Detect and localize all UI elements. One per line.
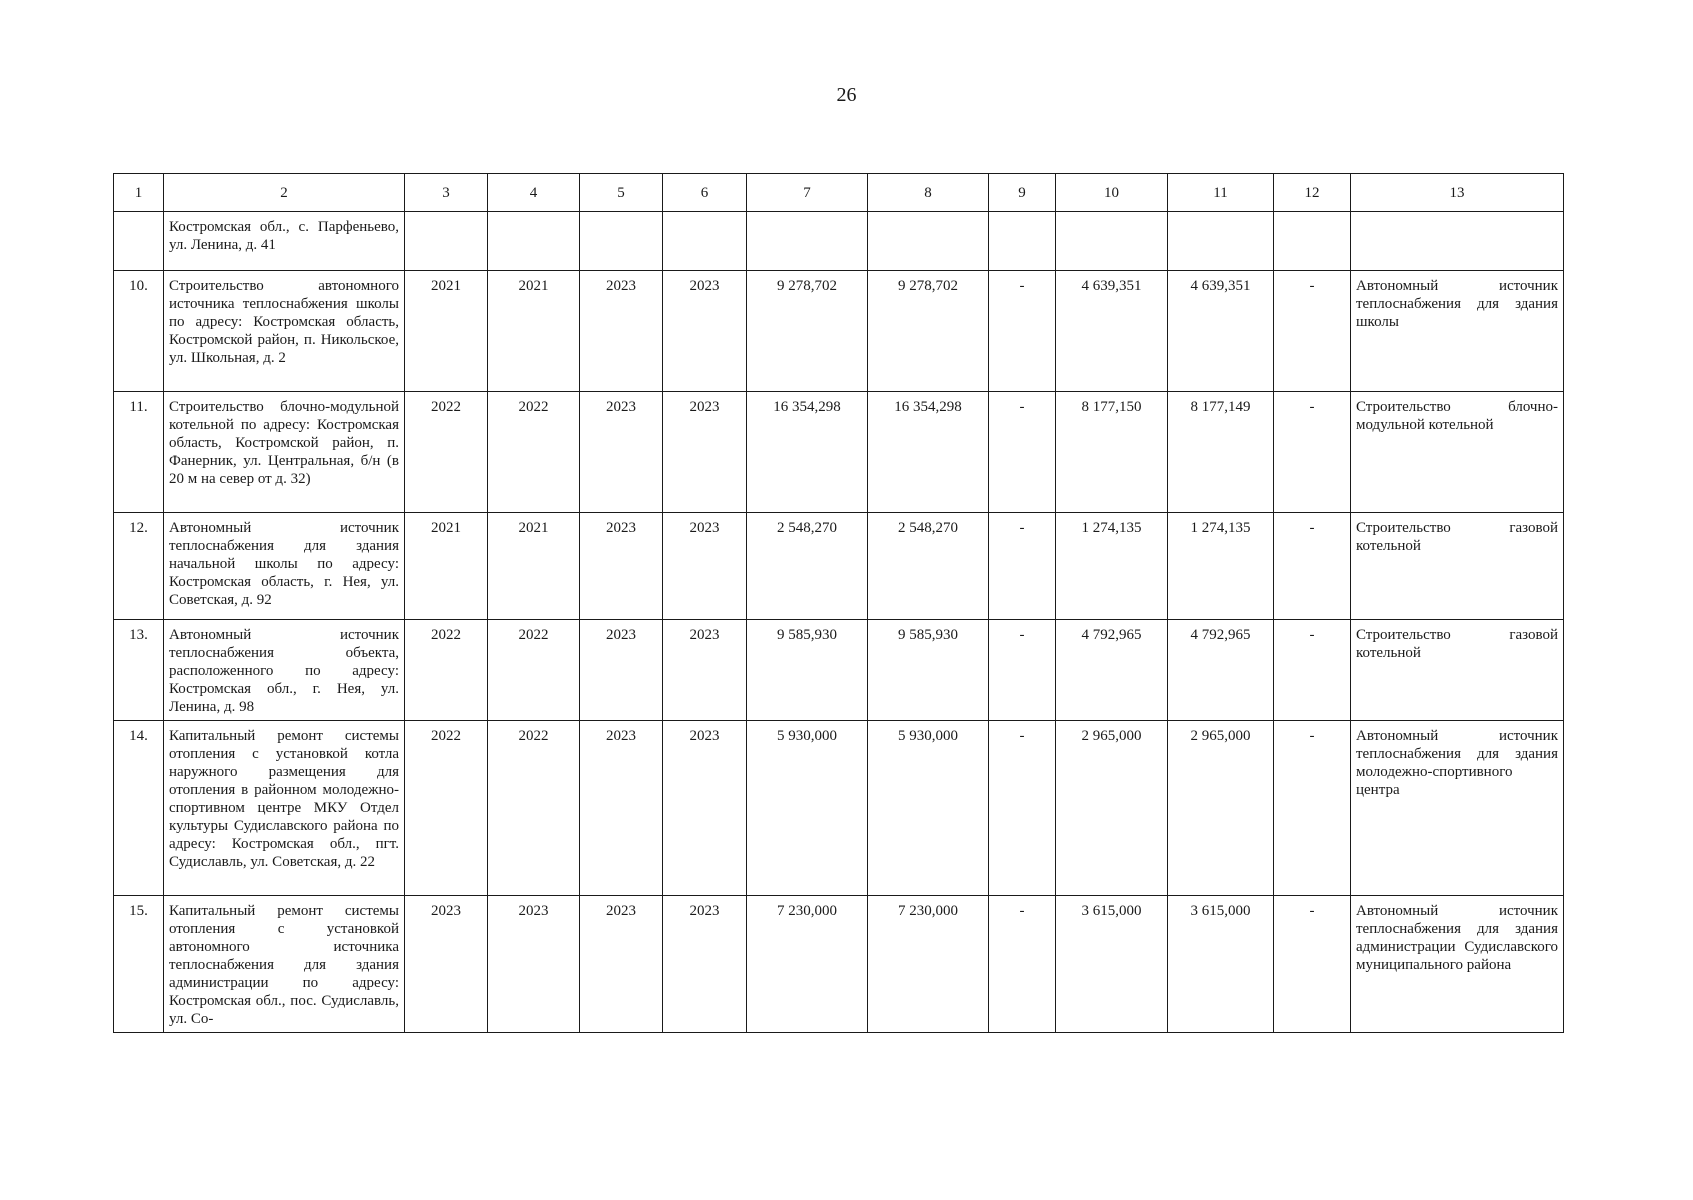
col12-cell: - bbox=[1274, 392, 1351, 513]
col5-cell: 2023 bbox=[580, 896, 663, 1033]
col11-value-cell: 1 274,135 bbox=[1168, 513, 1274, 620]
col8-value-cell: 7 230,000 bbox=[868, 896, 989, 1033]
col5-cell: 2023 bbox=[580, 620, 663, 721]
col5-cell: 2023 bbox=[580, 271, 663, 392]
col9-cell: - bbox=[989, 513, 1056, 620]
col4-cell: 2021 bbox=[488, 271, 580, 392]
col8-value-cell: 16 354,298 bbox=[868, 392, 989, 513]
row-number-cell: 15. bbox=[114, 896, 164, 1033]
result-cell: Строительство блочно-модульной котельной bbox=[1351, 392, 1564, 513]
col11-value-cell: 3 615,000 bbox=[1168, 896, 1274, 1033]
column-header: 2 bbox=[164, 174, 405, 212]
table-row bbox=[114, 271, 1564, 392]
row-number-cell: 10. bbox=[114, 271, 164, 392]
col3-cell: 2022 bbox=[405, 721, 488, 896]
col5-cell bbox=[580, 212, 663, 271]
object-name-cell: Автономный источник теплоснабжения для здания начальной школы по адресу: Костромская область, г. Нея, ул. Советская, д. 92 bbox=[164, 513, 405, 620]
result-cell: Автономный источник теплоснабжения для здания молодежно-спортивного центра bbox=[1351, 721, 1564, 896]
row-number-cell: 14. bbox=[114, 721, 164, 896]
investment-table bbox=[113, 173, 1564, 1033]
column-header: 4 bbox=[488, 174, 580, 212]
column-header: 7 bbox=[747, 174, 868, 212]
result-cell: Автономный источник теплоснабжения для здания школы bbox=[1351, 271, 1564, 392]
col9-cell bbox=[989, 212, 1056, 271]
col5-cell: 2023 bbox=[580, 513, 663, 620]
col4-cell: 2023 bbox=[488, 896, 580, 1033]
result-cell: Автономный источник теплоснабжения для здания администрации Судиславского муниципального района bbox=[1351, 896, 1564, 1033]
column-header: 11 bbox=[1168, 174, 1274, 212]
col8-value-cell: 2 548,270 bbox=[868, 513, 989, 620]
col11-value-cell: 8 177,149 bbox=[1168, 392, 1274, 513]
col11-value-cell: 4 792,965 bbox=[1168, 620, 1274, 721]
col7-value-cell: 5 930,000 bbox=[747, 721, 868, 896]
col9-cell: - bbox=[989, 721, 1056, 896]
table-row bbox=[114, 392, 1564, 513]
row-number-cell: 12. bbox=[114, 513, 164, 620]
col10-value-cell: 1 274,135 bbox=[1056, 513, 1168, 620]
col8-value-cell: 5 930,000 bbox=[868, 721, 989, 896]
col7-value-cell: 7 230,000 bbox=[747, 896, 868, 1033]
col4-cell bbox=[488, 212, 580, 271]
col9-cell: - bbox=[989, 392, 1056, 513]
col12-cell: - bbox=[1274, 513, 1351, 620]
row-number-cell: 11. bbox=[114, 392, 164, 513]
col7-value-cell: 9 278,702 bbox=[747, 271, 868, 392]
object-name-cell: Капитальный ремонт системы отопления с установкой автономного источника теплоснабжения для здания администрации по адресу: Костромская обл., пос. Судиславль, ул. Со- bbox=[164, 896, 405, 1033]
col12-cell: - bbox=[1274, 896, 1351, 1033]
result-cell bbox=[1351, 212, 1564, 271]
object-name-cell: Строительство блочно-модульной котельной по адресу: Костромская область, Костромской район, п. Фанерник, ул. Центральная, б/н (в 20 м на север от д. 32) bbox=[164, 392, 405, 513]
col9-cell: - bbox=[989, 620, 1056, 721]
col3-cell: 2021 bbox=[405, 513, 488, 620]
col5-cell: 2023 bbox=[580, 721, 663, 896]
col12-cell: - bbox=[1274, 620, 1351, 721]
column-header: 3 bbox=[405, 174, 488, 212]
object-name-cell: Автономный источник теплоснабжения объекта, расположенного по адресу: Костромская обл., г. Нея, ул. Ленина, д. 98 bbox=[164, 620, 405, 721]
table-row bbox=[114, 513, 1564, 620]
result-cell: Строительство газовой котельной bbox=[1351, 620, 1564, 721]
column-header: 13 bbox=[1351, 174, 1564, 212]
col6-cell: 2023 bbox=[663, 721, 747, 896]
table-row bbox=[114, 896, 1564, 1033]
col6-cell bbox=[663, 212, 747, 271]
col11-value-cell: 4 639,351 bbox=[1168, 271, 1274, 392]
col6-cell: 2023 bbox=[663, 513, 747, 620]
col12-cell bbox=[1274, 212, 1351, 271]
col7-value-cell bbox=[747, 212, 868, 271]
col4-cell: 2022 bbox=[488, 620, 580, 721]
col6-cell: 2023 bbox=[663, 620, 747, 721]
col6-cell: 2023 bbox=[663, 896, 747, 1033]
row-number-cell: 13. bbox=[114, 620, 164, 721]
col3-cell: 2022 bbox=[405, 620, 488, 721]
column-header: 5 bbox=[580, 174, 663, 212]
column-header: 1 bbox=[114, 174, 164, 212]
col4-cell: 2022 bbox=[488, 392, 580, 513]
col8-value-cell bbox=[868, 212, 989, 271]
col4-cell: 2022 bbox=[488, 721, 580, 896]
col11-value-cell bbox=[1168, 212, 1274, 271]
col3-cell: 2023 bbox=[405, 896, 488, 1033]
col7-value-cell: 9 585,930 bbox=[747, 620, 868, 721]
col10-value-cell: 2 965,000 bbox=[1056, 721, 1168, 896]
column-header: 6 bbox=[663, 174, 747, 212]
col6-cell: 2023 bbox=[663, 392, 747, 513]
col7-value-cell: 16 354,298 bbox=[747, 392, 868, 513]
col10-value-cell: 3 615,000 bbox=[1056, 896, 1168, 1033]
col9-cell: - bbox=[989, 896, 1056, 1033]
col3-cell bbox=[405, 212, 488, 271]
col6-cell: 2023 bbox=[663, 271, 747, 392]
table-row bbox=[114, 212, 1564, 271]
col4-cell: 2021 bbox=[488, 513, 580, 620]
col12-cell: - bbox=[1274, 271, 1351, 392]
table-row bbox=[114, 721, 1564, 896]
object-name-cell: Капитальный ремонт системы отопления с установкой котла наружного размещения для отопления в районном молодежно-спортивном центре МКУ Отдел культуры Судиславского района по адресу: Костромская обл., пгт. Судиславль, ул. Советская, д. 22 bbox=[164, 721, 405, 896]
table-header-row bbox=[114, 174, 1564, 212]
col8-value-cell: 9 585,930 bbox=[868, 620, 989, 721]
table-row bbox=[114, 620, 1564, 721]
col9-cell: - bbox=[989, 271, 1056, 392]
col3-cell: 2021 bbox=[405, 271, 488, 392]
col11-value-cell: 2 965,000 bbox=[1168, 721, 1274, 896]
col5-cell: 2023 bbox=[580, 392, 663, 513]
col10-value-cell: 4 639,351 bbox=[1056, 271, 1168, 392]
column-header: 10 bbox=[1056, 174, 1168, 212]
col3-cell: 2022 bbox=[405, 392, 488, 513]
row-number-cell bbox=[114, 212, 164, 271]
column-header: 12 bbox=[1274, 174, 1351, 212]
result-cell: Строительство газовой котельной bbox=[1351, 513, 1564, 620]
object-name-cell: Строительство автономного источника теплоснабжения школы по адресу: Костромская область, Костромской район, п. Никольское, ул. Школьная, д. 2 bbox=[164, 271, 405, 392]
page-number: 26 bbox=[836, 84, 857, 106]
col8-value-cell: 9 278,702 bbox=[868, 271, 989, 392]
col10-value-cell bbox=[1056, 212, 1168, 271]
col12-cell: - bbox=[1274, 721, 1351, 896]
column-header: 8 bbox=[868, 174, 989, 212]
object-name-cell: Костромская обл., с. Парфеньево, ул. Ленина, д. 41 bbox=[164, 212, 405, 271]
col10-value-cell: 4 792,965 bbox=[1056, 620, 1168, 721]
col10-value-cell: 8 177,150 bbox=[1056, 392, 1168, 513]
column-header: 9 bbox=[989, 174, 1056, 212]
col7-value-cell: 2 548,270 bbox=[747, 513, 868, 620]
